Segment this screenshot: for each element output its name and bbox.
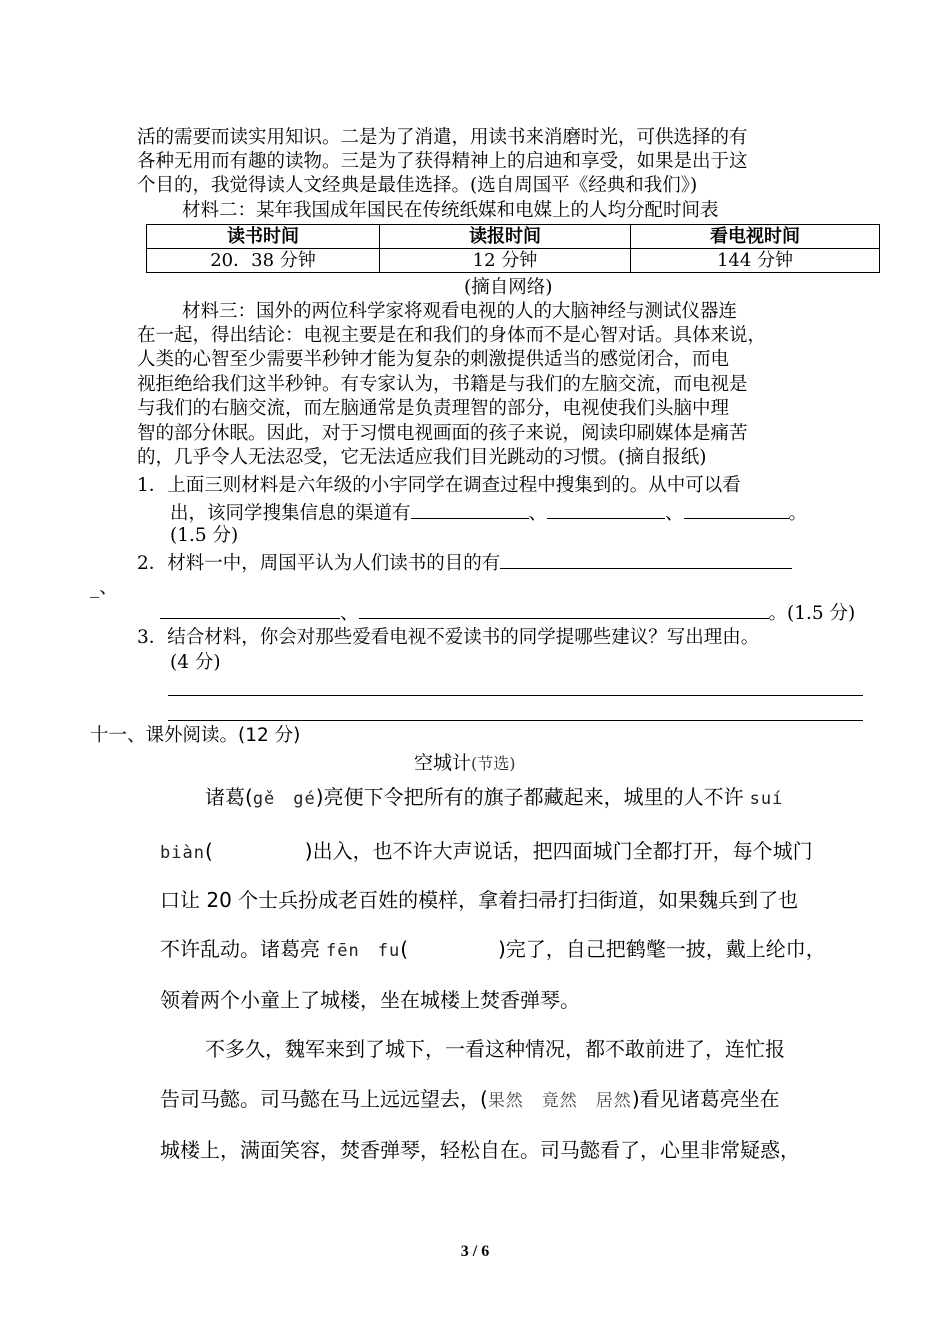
question-2-prompt: 2．材料一中，周国平认为人们读书的目的有 — [137, 553, 501, 574]
material3-line-2: 在一起，得出结论：电视主要是在和我们的身体而不是心智对话。具体来说， — [137, 325, 767, 346]
question-3-line-1: 3．结合材料，你会对那些爱看电视不爱读书的同学提哪些建议？写出理由。 — [137, 627, 760, 648]
story-p1-line-2 — [160, 837, 813, 867]
material1-line-2: 各种无用而有趣的读物。三是为了获得精神上的启迪和享受，如果是出于这 — [137, 151, 748, 172]
pinyin: biàn — [160, 843, 205, 863]
separator: 、 — [665, 503, 684, 524]
material2-source: (摘自网络) — [464, 277, 553, 298]
separator: 、 — [340, 603, 359, 624]
table-header-cell: 读报时间 — [380, 225, 631, 249]
table-header-cell: 读书时间 — [147, 225, 380, 249]
story-text: )看见诸葛亮坐在 — [631, 1087, 780, 1111]
answer-blank[interactable] — [160, 600, 340, 619]
story-text: 告司马懿。司马懿在马上远远望去，( — [160, 1087, 488, 1111]
story-text: ( — [204, 839, 213, 863]
period: 。 — [788, 503, 808, 524]
answer-blank[interactable] — [359, 600, 769, 619]
answer-blank[interactable] — [547, 500, 665, 519]
story-p2-line-1: 不多久，魏军来到了城下，一看这种情况，都不敢前进了，连忙报 — [205, 1037, 785, 1061]
answer-blank[interactable] — [411, 500, 529, 519]
story-title-note: (节选) — [471, 754, 516, 773]
story-p2-line-2 — [160, 1085, 780, 1115]
material3-line-6: 智的部分休眠。因此，对于习惯电视画面的孩子来说，阅读印刷媒体是痛苦 — [137, 423, 748, 444]
question-2-line-2 — [160, 600, 855, 626]
material1-line-3: 个目的，我觉得读人文经典是最佳选择。(选自周国平《经典和我们》) — [137, 175, 698, 196]
separator: 、 — [528, 503, 548, 524]
question-1-line-2 — [170, 500, 807, 526]
table-header-cell: 看电视时间 — [631, 225, 880, 249]
time-allocation-table — [146, 224, 880, 273]
material3-line-4: 视拒绝给我们这半秒钟。有专家认为，书籍是与我们的左脑交流，而电视是 — [137, 374, 748, 395]
table-cell: 20．38 分钟 — [147, 249, 380, 273]
story-text: )出入，也不许大声说话，把四面城门全都打开，每个城门 — [304, 839, 813, 863]
story-p1-line-3: 口让 20 个士兵扮成老百姓的模样，拿着扫帚打扫街道，如果魏兵到了也 — [160, 888, 799, 912]
table-cell: 144 分钟 — [631, 249, 880, 273]
story-p2-line-3: 城楼上，满面笑容，焚香弹琴，轻松自在。司马懿看了，心里非常疑惑， — [160, 1138, 800, 1162]
question-2-end: 。(1.5 分) — [768, 603, 856, 624]
question-3-score: (4 分) — [170, 652, 221, 673]
table-cell: 12 分钟 — [380, 249, 631, 273]
story-p1-line-4 — [160, 935, 826, 965]
answer-line[interactable] — [168, 695, 863, 696]
story-text: )亮便下令把所有的旗子都藏起来，城里的人不许 — [315, 785, 744, 809]
table-row — [147, 249, 880, 273]
word-options[interactable]: 果然 竟然 居然 — [487, 1091, 632, 1111]
page-number: 3 / 6 — [460, 1243, 490, 1260]
story-text: )完了，自己把鹤氅一披，戴上纶巾， — [498, 937, 826, 961]
answer-line[interactable] — [168, 720, 863, 721]
answer-blank[interactable] — [684, 500, 789, 519]
material3-line-7: 的，几乎令人无法忍受，它无法适应我们目光跳动的习惯。(摘自报纸) — [137, 447, 707, 468]
story-title — [414, 751, 516, 776]
material1-line-1: 活的需要而读实用知识。二是为了消遣，用读书来消磨时光，可供选择的有 — [137, 127, 748, 148]
question-2-wrap: _、 — [90, 577, 118, 598]
answer-blank[interactable] — [500, 550, 792, 569]
story-title-text: 空城计 — [414, 752, 472, 774]
story-text: 诸葛( — [205, 785, 253, 809]
pinyin: fēn fu — [326, 941, 401, 961]
material2-title: 材料二：某年我国成年国民在传统纸媒和电媒上的人均分配时间表 — [182, 200, 719, 221]
pinyin: gě gé — [252, 789, 316, 809]
question-1-line-1: 1．上面三则材料是六年级的小宇同学在调查过程中搜集到的。从中可以看 — [137, 475, 741, 496]
material3-line-1: 材料三：国外的两位科学家将观看电视的人的大脑神经与测试仪器连 — [182, 301, 738, 322]
material3-line-5: 与我们的右脑交流，而左脑通常是负责理智的部分，电视使我们头脑中理 — [137, 398, 730, 419]
question-1-score: (1.5 分) — [170, 525, 239, 546]
material3-line-3: 人类的心智至少需要半秒钟才能为复杂的刺激提供适当的感觉闭合，而电 — [137, 349, 730, 370]
story-text: 不许乱动。诸葛亮 — [160, 937, 320, 961]
story-p1-line-1 — [205, 783, 783, 813]
table-header-row — [147, 225, 880, 249]
pinyin: suí — [749, 789, 784, 809]
story-p1-line-5: 领着两个小童上了城楼，坐在城楼上焚香弹琴。 — [160, 988, 580, 1012]
question-1-prompt: 出，该同学搜集信息的渠道有 — [170, 503, 411, 524]
section-11-heading: 十一、课外阅读。(12 分) — [90, 725, 301, 746]
story-text: ( — [400, 937, 408, 961]
question-2-line-1 — [137, 550, 792, 576]
